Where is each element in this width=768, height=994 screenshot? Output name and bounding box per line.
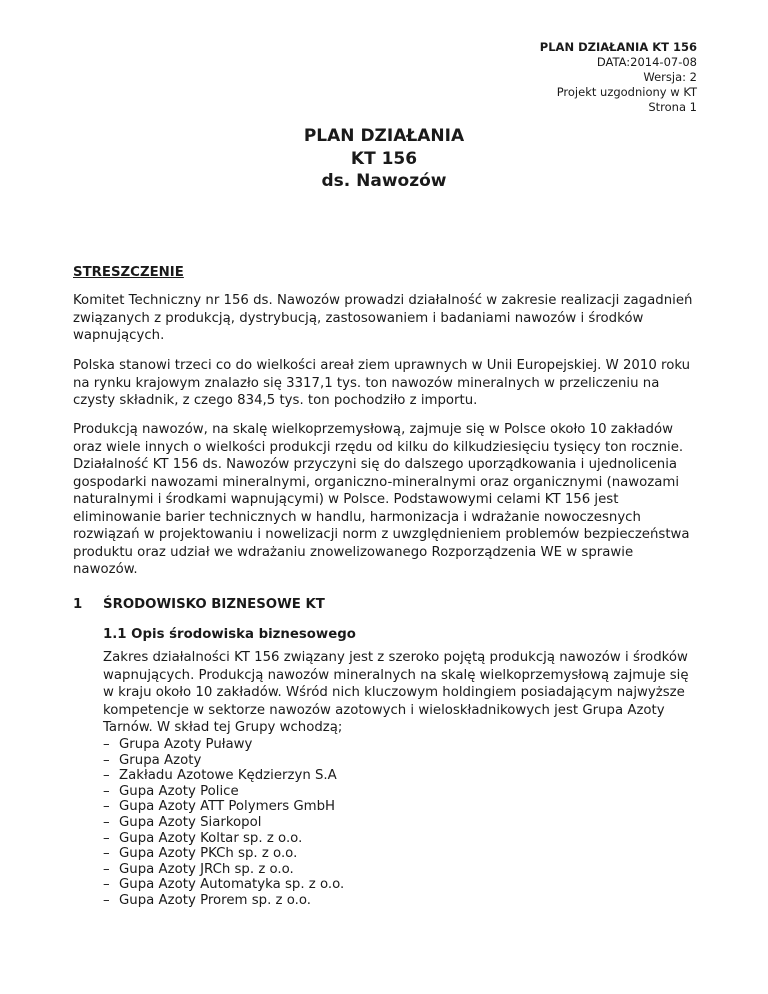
subsection-1-1-heading: 1.1 Opis środowiska biznesowego xyxy=(103,627,356,642)
list-item: – Gupa Azoty Police xyxy=(103,783,239,799)
company-list xyxy=(103,737,344,909)
list-item: – Gupa Azoty Prorem sp. z o.o. xyxy=(103,892,311,908)
subsection-body: Zakres działalności KT 156 związany jest z szeroko pojętą produkcją nawozów i środków wapnujących. Produkcją nawozów mineralnych na skalę wielkoprzemysłową zajmuje się w kraju około 10 zakładów. Wśród nich kluczowym holdingiem posiadającym najwyższe kompetencje w sektorze nawozów azotowych i wieloskładnikowych jest Grupa Azoty Tarnów. W skład tej Grupy wchodzą; xyxy=(103,650,689,735)
dash-bullet: – xyxy=(103,877,110,893)
header-status: Projekt uzgodniony w KT xyxy=(556,85,697,99)
list-item: – Gupa Azoty JRCh sp. z o.o. xyxy=(103,861,294,877)
dash-bullet: – xyxy=(103,814,110,830)
dash-bullet: – xyxy=(103,768,110,784)
document-header xyxy=(540,40,697,115)
list-item: – Zakładu Azotowe Kędzierzyn S.A xyxy=(103,768,337,784)
dash-bullet: – xyxy=(103,892,110,908)
dash-bullet: – xyxy=(103,752,110,768)
summary-paragraph-1: Komitet Techniczny nr 156 ds. Nawozów prowadzi działalność w zakresie realizacji zagadnień związanych z produkcją, dystrybucją, zastosowaniem i badaniami nawozów i środków wapnujących. xyxy=(73,293,693,343)
list-item: – Gupa Azoty PKCh sp. z o.o. xyxy=(103,846,298,862)
summary-paragraph-2: Polska stanowi trzeci co do wielkości areał ziem uprawnych w Unii Europejskiej. W 2010 roku na rynku krajowym znalazło się 3317,1 tys. ton nawozów mineralnych w przeliczeniu na czysty składnik, z czego 834,5 tys. ton pochodziło z importu. xyxy=(73,358,691,408)
dash-bullet: – xyxy=(103,783,110,799)
list-item: – Gupa Azoty Siarkopol xyxy=(103,814,262,830)
document-title xyxy=(0,125,768,193)
section-number: 1 xyxy=(73,597,83,612)
dash-bullet: – xyxy=(103,737,110,752)
header-page-number: Strona 1 xyxy=(648,100,697,114)
list-item: – Gupa Azoty Automatyka sp. z o.o. xyxy=(103,877,345,893)
dash-bullet: – xyxy=(103,861,110,877)
header-version: Wersja: 2 xyxy=(643,70,697,84)
dash-bullet: – xyxy=(103,830,110,846)
summary-paragraph-3: Produkcją nawozów, na skalę wielkoprzemysłową, zajmuje się w Polsce około 10 zakładów oraz wiele innych o wielkości produkcji rzędu od kilku do kilkudziesięciu tysięcy ton rocznie. Działalność KT 156 ds. Nawozów przyczyni się do dalszego uporządkowania i ujednolicenia gospodarki nawozami mineralnymi, organiczno-mineralnymi oraz organicznymi (nawozami naturalnymi i środkami wapnującymi) w Polsce. Podstawowymi celami KT 156 jest eliminowanie barier technicznych w handlu, harmonizacja i wdrażanie nowoczesnych rozwiązań w projektowaniu i nowelizacji norm z uwzględnieniem problemów bezpieczeństwa produktu oraz udział we wdrażaniu znowelizowanego Rozporządzenia WE w sprawie nawozów. xyxy=(73,422,690,577)
header-doc-id: PLAN DZIAŁANIA KT 156 xyxy=(539,40,697,54)
summary-heading: STRESZCZENIE xyxy=(73,265,184,280)
list-item: – Grupa Azoty Puławy xyxy=(103,737,253,752)
list-item: – Grupa Azoty xyxy=(103,752,202,768)
list-item: – Gupa Azoty ATT Polymers GmbH xyxy=(103,799,336,815)
header-date: DATA:2014-07-08 xyxy=(596,55,697,69)
list-item: – Gupa Azoty Koltar sp. z o.o. xyxy=(103,830,303,846)
section-title: ŚRODOWISKO BIZNESOWE KT xyxy=(103,597,325,612)
title-line-3: ds. Nawozów xyxy=(321,171,447,191)
dash-bullet: – xyxy=(103,846,110,862)
title-line-1: PLAN DZIAŁANIA xyxy=(303,126,465,146)
title-line-2: KT 156 xyxy=(350,148,418,169)
dash-bullet: – xyxy=(103,799,110,815)
